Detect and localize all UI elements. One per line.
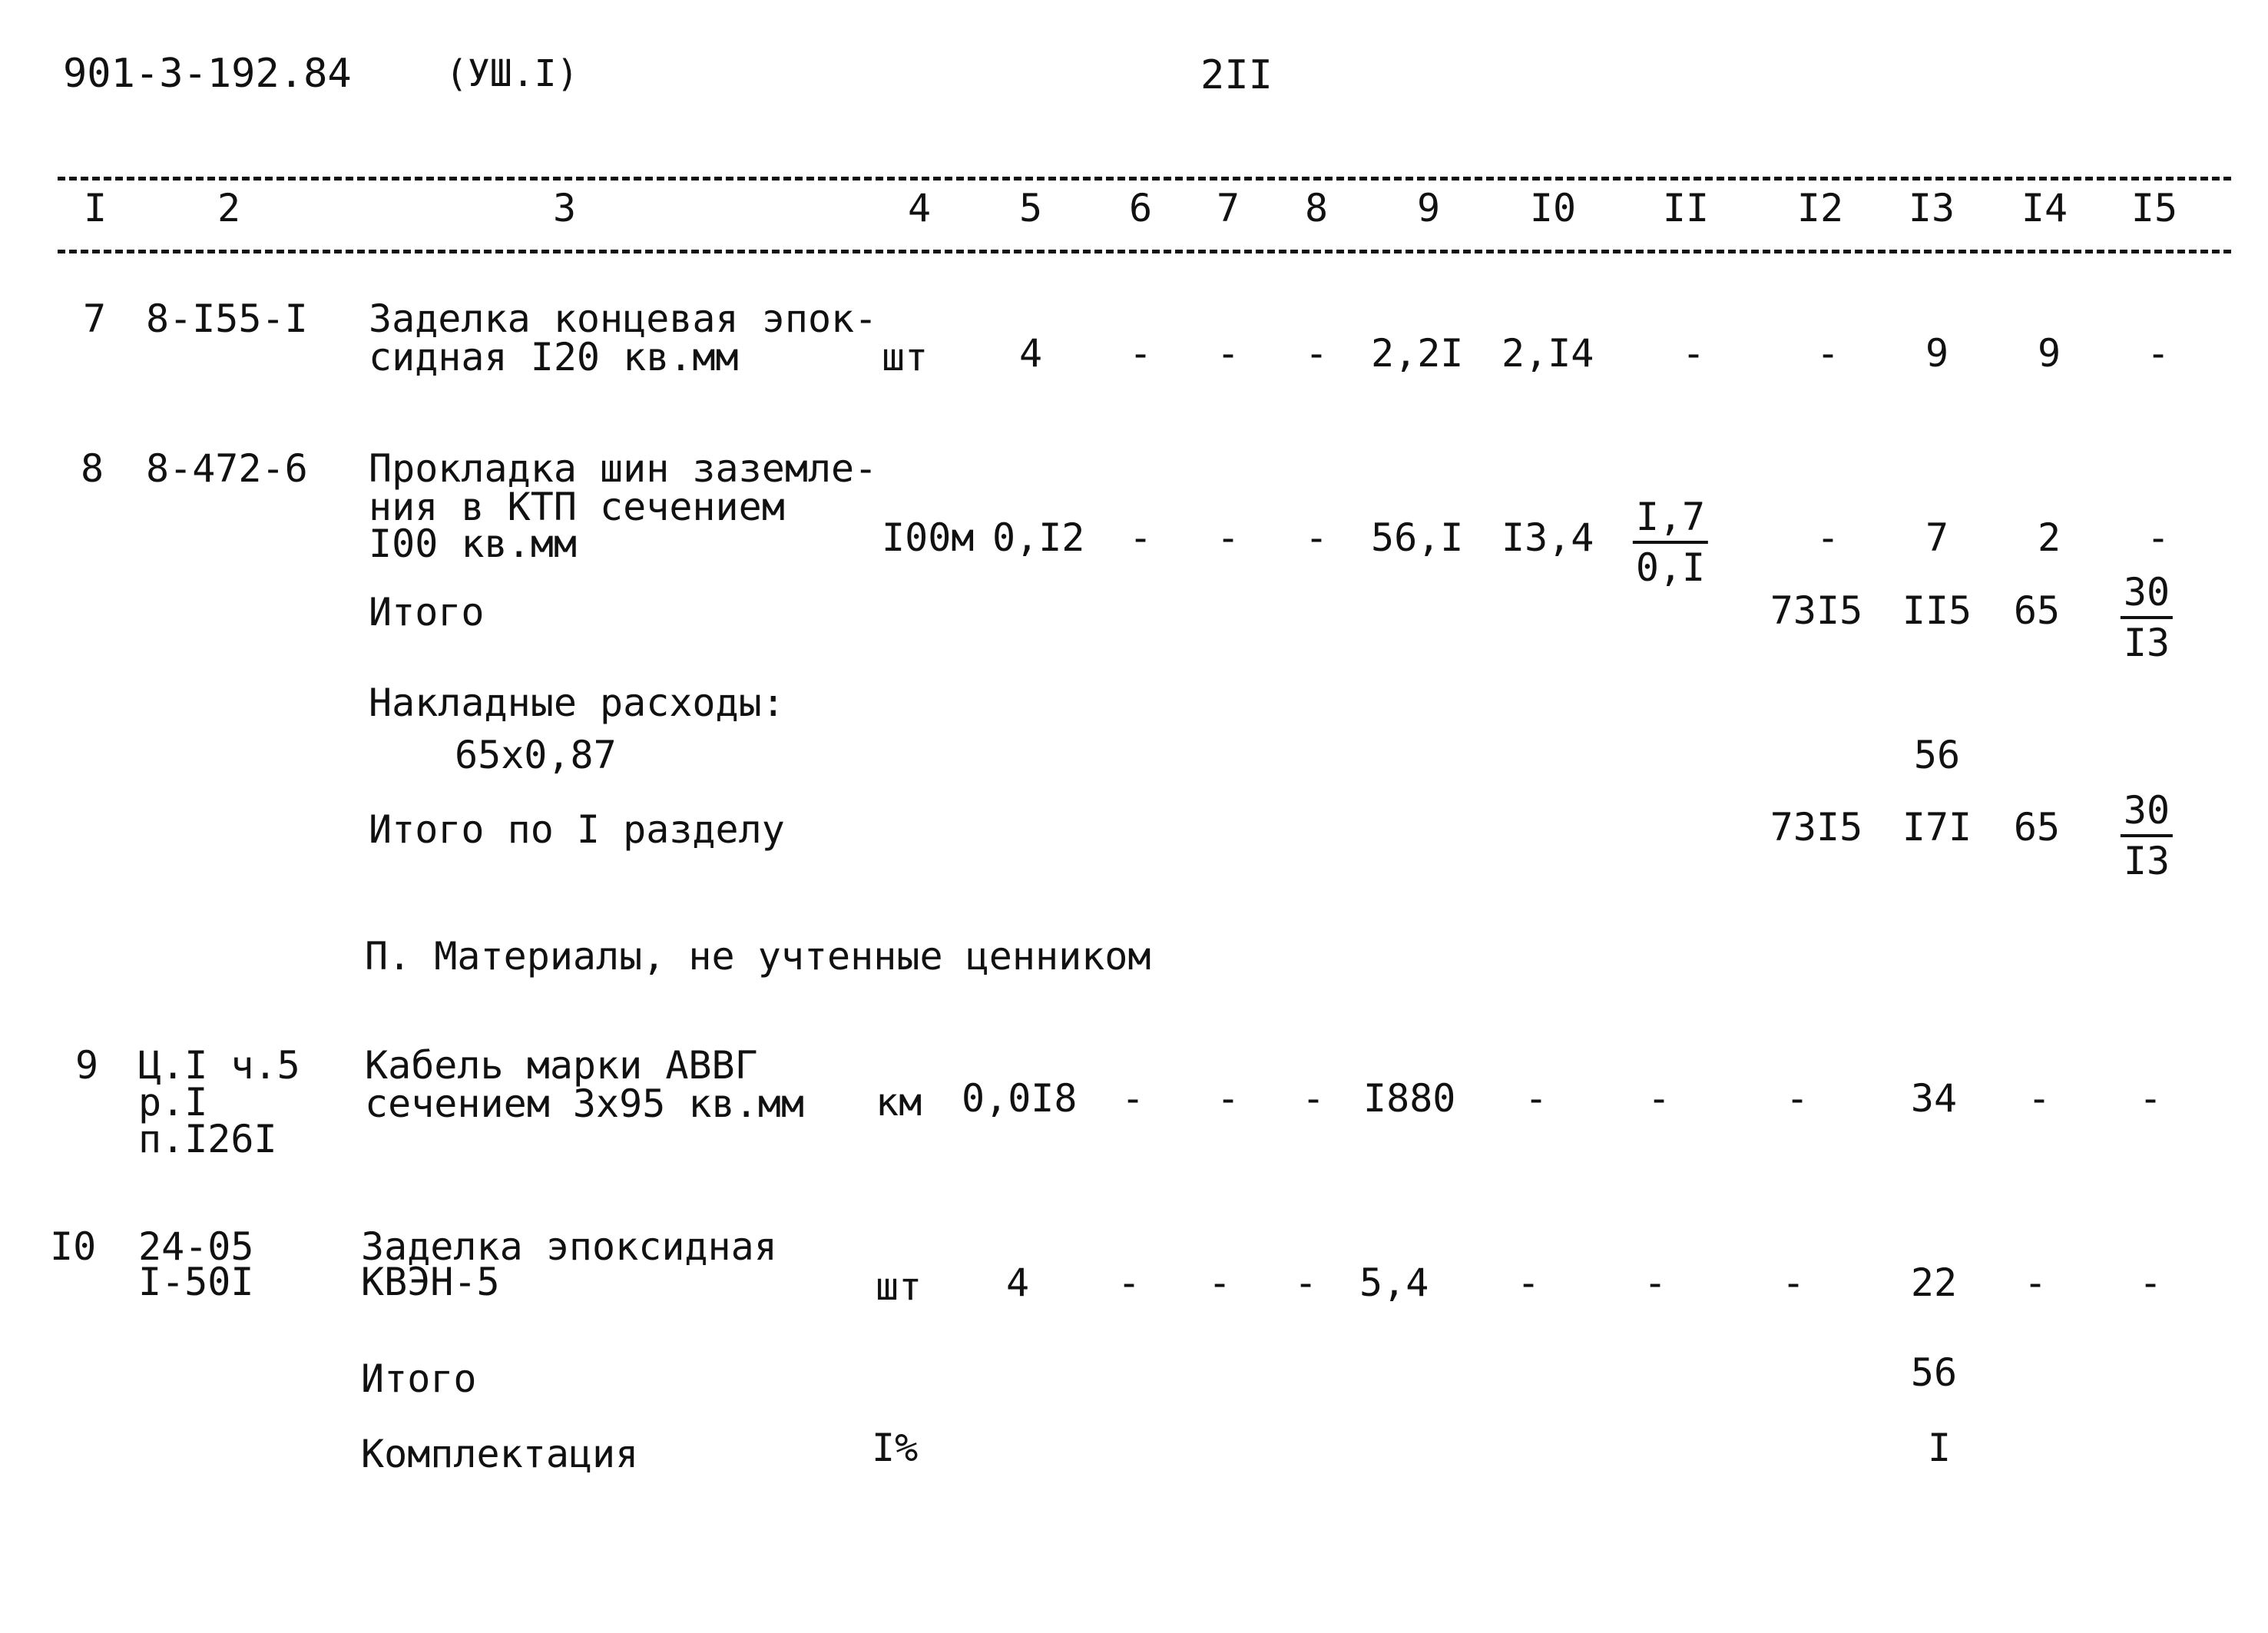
cell-col13: II5 <box>1902 588 1972 633</box>
row-description: ния в КТП сечением <box>369 485 785 529</box>
row-quantity: 0,I2 <box>992 515 1085 560</box>
cell-col6: - <box>1128 331 1153 376</box>
cell-col6: - <box>1121 1076 1145 1121</box>
row-number: 8 <box>81 446 104 491</box>
cell-col12: - <box>1785 1076 1809 1121</box>
cell-col8: - <box>1293 1260 1318 1305</box>
row-code: 8-I55-I <box>146 296 308 341</box>
subtotal-label: Итого <box>361 1356 477 1401</box>
cell-col7: - <box>1216 1076 1240 1121</box>
overhead-formula: 65х0,87 <box>455 733 617 777</box>
cell-col8: - <box>1304 515 1329 560</box>
row-code: 8-472-6 <box>146 446 308 491</box>
document-number: 901-3-192.84 <box>63 51 352 97</box>
overhead-label: Накладные расходы: <box>369 681 785 725</box>
cell-col12: - <box>1781 1260 1806 1305</box>
cell-col12: 73I5 <box>1770 588 1863 633</box>
cell-col14: 65 <box>2013 805 2061 850</box>
cell-col11: - <box>1647 1076 1671 1121</box>
row-code: I-50I <box>138 1260 254 1304</box>
column-header: 8 <box>1304 186 1329 230</box>
column-header: 2 <box>217 186 241 230</box>
page-number: 2II <box>1200 52 1273 98</box>
cell-col15: - <box>2146 331 2170 376</box>
cell-col15: - <box>2138 1076 2163 1121</box>
row-description: Заделка эпоксидная <box>361 1224 777 1269</box>
cell-col15: - <box>2138 1260 2163 1305</box>
column-header: I3 <box>1908 186 1955 230</box>
row-description: сидная I20 кв.мм <box>369 335 739 379</box>
row-unit: км <box>876 1080 922 1125</box>
cell-col15-fraction <box>2121 788 2173 883</box>
row-quantity: 4 <box>1005 1260 1030 1305</box>
column-header: 4 <box>907 186 932 230</box>
row-quantity: 0,0I8 <box>962 1076 1078 1121</box>
cell-col13: 7 <box>1925 515 1949 560</box>
row-number: 9 <box>75 1043 99 1088</box>
cell-col13: I7I <box>1902 805 1972 850</box>
fraction-denominator: I3 <box>2123 839 2170 883</box>
row-description: I00 кв.мм <box>369 522 577 566</box>
cell-col13: 34 <box>1910 1076 1958 1121</box>
complectation-label: Комплектация <box>361 1432 639 1476</box>
column-header: I0 <box>1529 186 1577 230</box>
cell-col7: - <box>1216 515 1240 560</box>
row-description: Прокладка шин заземле- <box>369 446 878 491</box>
header-top-rule <box>58 177 2231 181</box>
volume-label: (УШ.I) <box>445 52 579 95</box>
cell-col8: - <box>1304 331 1329 376</box>
cell-col13: I <box>1927 1426 1952 1470</box>
row-description: КВЭН-5 <box>361 1260 500 1304</box>
column-header: I4 <box>2021 186 2068 230</box>
cell-col11-fraction <box>1633 495 1708 590</box>
cell-col12: - <box>1816 331 1840 376</box>
row-code: р.I <box>138 1080 208 1125</box>
cell-col9: 2,2I <box>1371 331 1464 376</box>
cell-col15: - <box>2146 515 2170 560</box>
column-header: I2 <box>1796 186 1844 230</box>
fraction-denominator: I3 <box>2123 621 2170 665</box>
cell-col13: 22 <box>1910 1260 1958 1305</box>
row-unit: I00м <box>882 515 975 560</box>
cell-col14: - <box>2027 1076 2051 1121</box>
fraction-numerator: 30 <box>2121 791 2173 837</box>
cell-col12: - <box>1816 515 1840 560</box>
cell-col9: 5,4 <box>1359 1260 1429 1305</box>
cell-col10: I3,4 <box>1502 515 1594 560</box>
column-header: 9 <box>1416 186 1441 230</box>
cell-col14: 9 <box>2037 331 2061 376</box>
column-header: 6 <box>1128 186 1153 230</box>
cell-col14: - <box>2023 1260 2048 1305</box>
cell-col9: I880 <box>1363 1076 1456 1121</box>
column-header: 7 <box>1216 186 1240 230</box>
cell-col7: - <box>1207 1260 1232 1305</box>
row-number: 7 <box>83 296 107 341</box>
cell-col15-fraction <box>2121 570 2173 665</box>
row-description: Заделка концевая эпок- <box>369 296 878 341</box>
fraction-denominator: 0,I <box>1635 545 1706 590</box>
row-code: 24-05 <box>138 1224 254 1269</box>
complectation-percent: I% <box>872 1426 919 1470</box>
subtotal-label: Итого <box>369 590 485 634</box>
row-description: Кабель марки АВВГ <box>365 1043 758 1088</box>
fraction-numerator: I,7 <box>1633 498 1708 544</box>
row-quantity: 4 <box>1018 331 1043 376</box>
cell-col6: - <box>1128 515 1153 560</box>
cell-col14: 65 <box>2013 588 2061 633</box>
cell-col13: 56 <box>1913 733 1961 777</box>
cell-col10: 2,I4 <box>1502 331 1594 376</box>
cell-col11: - <box>1643 1260 1667 1305</box>
cell-col7: - <box>1216 331 1240 376</box>
column-header: 3 <box>552 186 577 230</box>
cell-col13: 9 <box>1925 331 1949 376</box>
row-number: I0 <box>50 1224 97 1269</box>
header-bottom-rule <box>58 250 2231 253</box>
row-code: п.I26I <box>138 1117 277 1161</box>
cell-col8: - <box>1301 1076 1326 1121</box>
cell-col12: 73I5 <box>1770 805 1863 850</box>
cell-col10: - <box>1516 1260 1541 1305</box>
cell-col9: 56,I <box>1371 515 1464 560</box>
section-total-label: Итого по I разделу <box>369 807 785 852</box>
column-header: 5 <box>1018 186 1043 230</box>
cell-col11: - <box>1681 331 1706 376</box>
row-unit: шт <box>882 335 929 379</box>
fraction-numerator: 30 <box>2121 573 2173 619</box>
section-title: П. Материалы, не учтенные ценником <box>365 934 1151 979</box>
column-header: I5 <box>2131 186 2178 230</box>
cell-col13: 56 <box>1910 1350 1958 1395</box>
column-header: I <box>83 186 108 230</box>
cell-col14: 2 <box>2037 515 2061 560</box>
cell-col10: - <box>1524 1076 1548 1121</box>
row-description: сечением 3х95 кв.мм <box>365 1081 804 1126</box>
column-header: II <box>1662 186 1710 230</box>
row-unit: шт <box>876 1264 922 1309</box>
cell-col6: - <box>1117 1260 1141 1305</box>
row-code: Ц.I ч.5 <box>138 1043 300 1088</box>
